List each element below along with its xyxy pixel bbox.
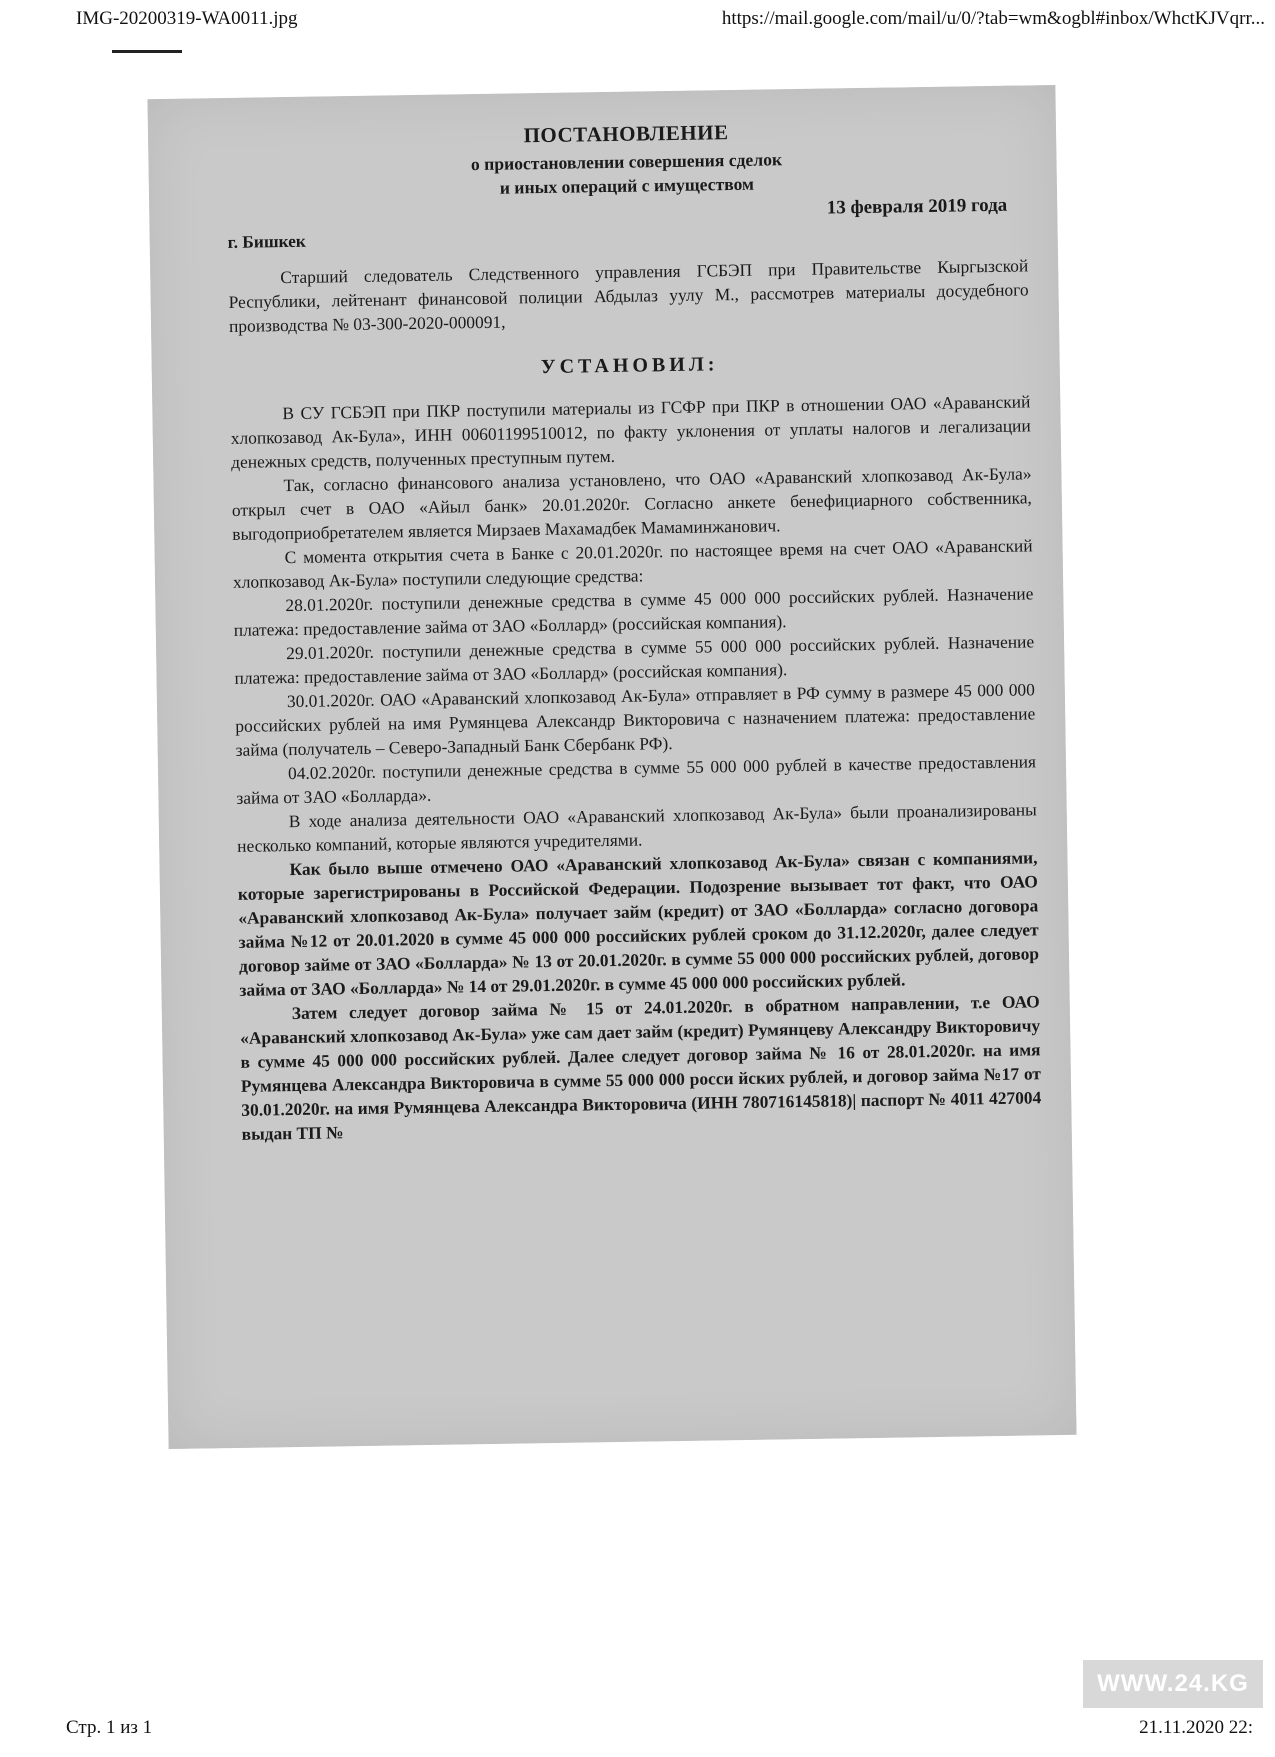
print-header-filename: IMG-20200319-WA0011.jpg <box>76 8 298 29</box>
section-heading-established: УСТАНОВИЛ: <box>540 353 719 379</box>
paragraph-financial-analysis: Так, согласно финансового анализа установлено, что ОАО «Араванский хлопкозавод Ак-Була» открыл счет в ОАО «Айыл банк» 20.01.2020г. Согласно анкете бенефициарного собственника, выгодоприобретателем является Мирзаев Махамадбек Мамаминжанович. <box>231 463 1032 544</box>
document-city: г. Бишкек <box>227 230 307 252</box>
document-intro: Старший следователь Следственного управления ГСБЭП при Правительстве Кыргызской Республики, лейтенант финансовой полиции Абдылаз уулу М., рассмотрев материалы досудебного производства № 03-300-2020-000091, <box>228 255 1029 336</box>
paragraph-loan-agreements: Как было выше отмечено ОАО «Араванский хлопкозавод Ак-Була» связан с компаниями, которые зарегистрированы в Российской Федерации. Подозрение вызывает тот факт, что ОАО «Араванский хлопкозавод Ак-Була» получает займ (кредит) от ЗАО «Болларда» согласно договора займа №12 от 20.01.2020 в сумме 45 000 000 российских рублей сроком до 31.12.2020г, далее следует договор займе от ЗАО «Болларда» № 13 от 20.01.2020г. в сумме 55 000 000 российских рублей, договор займа от ЗАО «Болларда» № 14 от 29.01.2020г. в сумме 45 000 000 российских рублей. <box>237 847 1040 1000</box>
document-date: 13 февраля 2019 года <box>826 194 1008 219</box>
document-subtitle-line-2: и иных операций с имуществом <box>499 173 755 198</box>
resolution-document <box>226 115 1042 1145</box>
paragraph-company-analysis: В ходе анализа деятельности ОАО «Араванский хлопкозавод Ак-Була» были проанализированы несколько компаний, которые являются учредителями. <box>237 799 1037 856</box>
document-subtitle-line-1: о приостановлении совершения сделок <box>470 149 783 175</box>
paragraph-transfer-30-01: 30.01.2020г. ОАО «Араванский хлопкозавод Ак-Була» отправляет в РФ сумму в размере 45 000 000 российских рублей на имя Румянцева Александр Викторовича с назначением платежа: предоставление займа (получатель – Северо-Западный Банк Сбербанк РФ). <box>235 679 1036 760</box>
paragraph-reverse-loans: Затем следует договор займа № 15 от 24.01.2020г. в обратном направлении, т.е ОАО «Араванский хлопкозавод Ак-Була» уже сам дает займ (кредит) Румянцеву Александру Викторовичу в сумме 45 000 000 российских рублей. Далее следует договор займа № 16 от 28.01.2020г. на имя Румянцева Александра Викторовича в сумме 55 000 000 росси йских рублей, и договор займа №17 от 30.01.2020г. на имя Румянцева Александра Викторовича (ИНН 780716145818)| паспорт № 4011 427004 выдан ТП № <box>240 991 1042 1144</box>
paragraph-receipt-04-02: 04.02.2020г. поступили денежные средства в сумме 55 000 000 рублей в качестве предоставления займа от ЗАО «Болларда». <box>236 751 1037 808</box>
site-watermark: WWW.24.KG <box>1083 1660 1263 1708</box>
print-footer-page-number: Стр. 1 из 1 <box>66 1717 153 1738</box>
paragraph-receipt-29-01: 29.01.2020г. поступили денежные средства в сумме 55 000 000 российских рублей. Назначение платежа: предоставление займа от ЗАО «Боллард» (российская компания). <box>234 631 1035 688</box>
print-header-url: https://mail.google.com/mail/u/0/?tab=wm&ogbl#inbox/WhctKJVqrr... <box>721 8 1265 29</box>
document-title: ПОСТАНОВЛЕНИЕ <box>523 120 729 148</box>
paragraph-materials: В СУ ГСБЭП при ПКР поступили материалы из ГСФР при ПКР в отношении ОАО «Араванский хлопкозавод Ак-Була», ИНН 00601199510012, по факту уклонения от уплаты налогов и легализации денежных средств, полученных преступным путем. <box>230 391 1031 472</box>
scanned-document-page <box>147 85 1076 1449</box>
print-footer-datetime: 21.11.2020 22: <box>1139 1717 1253 1738</box>
header-underline-mark <box>112 50 182 53</box>
paragraph-account-receipts: С момента открытия счета в Банке с 20.01.2020г. по настоящее время на счет ОАО «Араванский хлопкозавод Ак-Була» поступили следующие средства: <box>232 535 1033 592</box>
paragraph-receipt-28-01: 28.01.2020г. поступили денежные средства в сумме 45 000 000 российских рублей. Назначение платежа: предоставление займа от ЗАО «Боллард» (российская компания). <box>233 583 1034 640</box>
